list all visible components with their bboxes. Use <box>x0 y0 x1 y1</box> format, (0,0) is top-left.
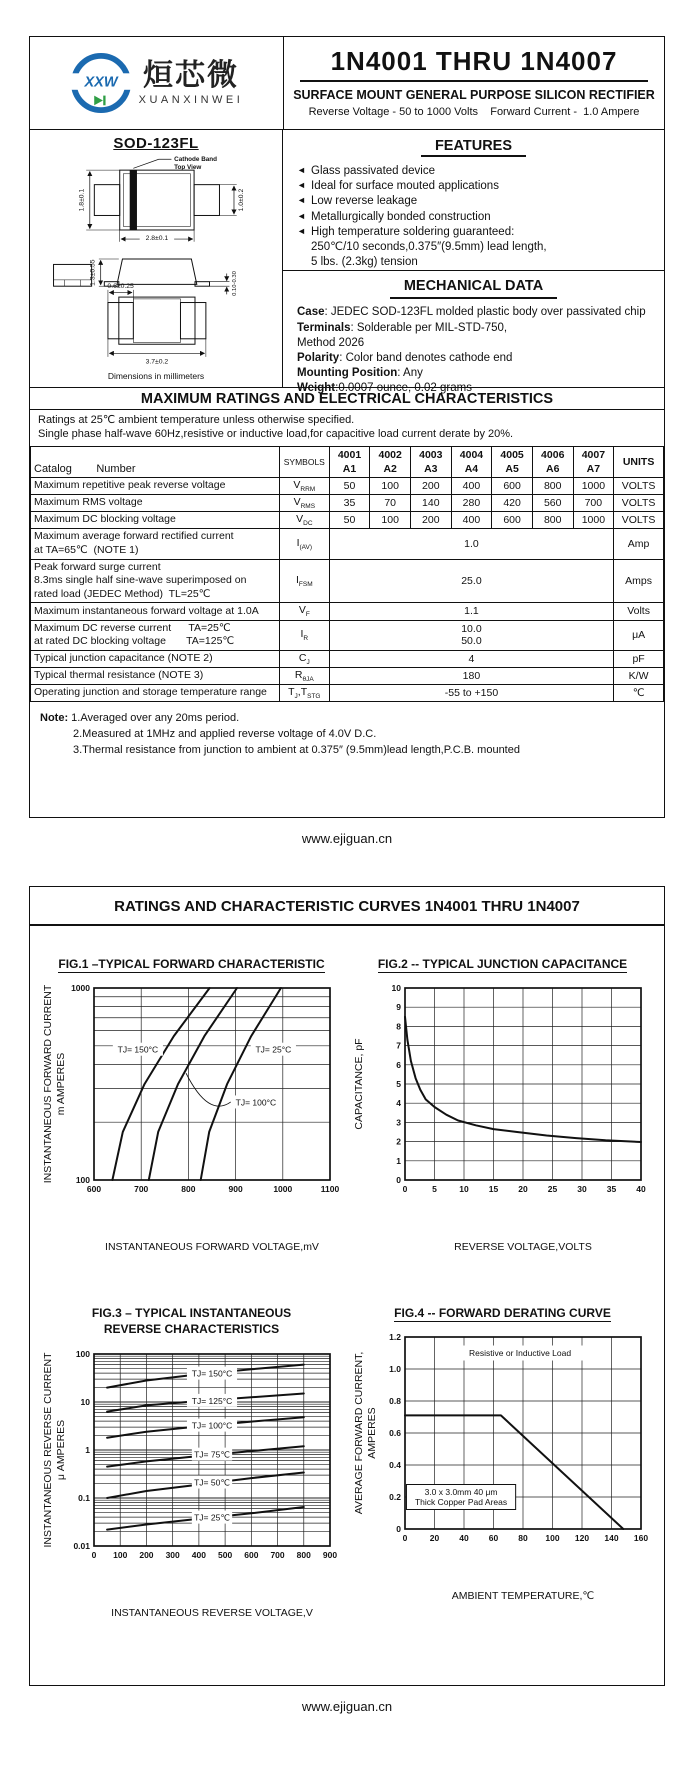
symbol-cell: $C_J$ <box>279 650 329 667</box>
value-cell: 280 <box>451 495 492 512</box>
svg-text:TJ= 150°C: TJ= 150°C <box>191 1368 232 1379</box>
chart-svg <box>349 1325 657 1605</box>
mechanical-data-panel <box>283 271 664 396</box>
svg-text:100: 100 <box>112 1549 127 1560</box>
unit-cell: Amp <box>614 529 664 559</box>
value-cell-span: 1.0 <box>329 529 613 559</box>
fig2-title: FIG.2 -- TYPICAL JUNCTION CAPACITANCE <box>377 957 628 971</box>
symbol-cell: $V_F$ <box>279 603 329 620</box>
unit-cell: VOLTS <box>614 512 664 529</box>
svg-text:1000: 1000 <box>70 983 90 994</box>
chart-svg <box>38 976 346 1256</box>
svg-text:80: 80 <box>517 1533 528 1544</box>
characteristic-curves-grid <box>30 926 664 1627</box>
feature-item-continuation: 5 lbs. (2.3kg) tension <box>311 256 418 269</box>
title-divider <box>300 80 648 82</box>
svg-text:4: 4 <box>395 1098 401 1109</box>
symbol-cell: $I_{(AV)}$ <box>279 529 329 559</box>
svg-text:140: 140 <box>603 1533 619 1544</box>
svg-text:60: 60 <box>488 1533 498 1544</box>
svg-text:CAPACITANCE, pF: CAPACITANCE, pF <box>352 1038 365 1130</box>
value-cell: 35 <box>329 495 370 512</box>
svg-text:AVERAGE FORWARD CURRENT,: AVERAGE FORWARD CURRENT, <box>352 1352 365 1515</box>
note-line: Note: 1.Averaged over any 20ms period. <box>40 712 240 725</box>
mechanical-data-title: MECHANICAL DATA <box>390 277 557 299</box>
value-cell: 140 <box>410 495 451 512</box>
svg-text:100: 100 <box>75 1348 90 1359</box>
svg-text:5: 5 <box>395 1079 401 1090</box>
svg-text:25: 25 <box>547 1184 557 1195</box>
table-row <box>31 512 664 529</box>
fig1-title: FIG.1 –TYPICAL FORWARD CHARACTERISTIC <box>58 957 325 971</box>
svg-text:35: 35 <box>606 1184 616 1195</box>
datasheet-page <box>0 36 694 1772</box>
dim-total-length: 3.7±0.2 <box>145 358 169 366</box>
feature-item-continuation: 250℃/10 seconds,0.375″(9.5mm) lead length, <box>311 240 547 253</box>
parameter-cell: Maximum DC reverse current TA=25℃ at rated DC blocking voltage TA=125℃ <box>31 620 280 650</box>
bullet-icon: ◄ <box>297 165 306 175</box>
value-cell: 400 <box>451 477 492 494</box>
value-cell: 700 <box>573 495 614 512</box>
svg-text:0: 0 <box>395 1175 401 1186</box>
svg-text:0.1: 0.1 <box>77 1492 90 1503</box>
ratings-conditions <box>30 410 664 446</box>
value-cell: 800 <box>532 477 573 494</box>
parameter-cell: Maximum RMS voltage <box>31 495 280 512</box>
parameter-cell: Maximum DC blocking voltage <box>31 512 280 529</box>
value-cell: 600 <box>492 512 533 529</box>
svg-text:TJ= 100°C: TJ= 100°C <box>235 1097 276 1108</box>
package-caption: Dimensions in millimeters <box>107 371 205 381</box>
features-list <box>297 164 650 270</box>
unit-cell: K/W <box>614 667 664 684</box>
unit-cell: pF <box>614 650 664 667</box>
svg-text:INSTANTANEOUS FORWARD CURRENT: INSTANTANEOUS FORWARD CURRENT <box>41 984 54 1184</box>
svg-text:0.01: 0.01 <box>72 1540 90 1551</box>
value-cell-span: 180 <box>329 667 613 684</box>
dim-body-height: 1.8±0.1 <box>78 188 86 212</box>
value-cell: 200 <box>410 477 451 494</box>
bullet-icon: ◄ <box>297 210 306 221</box>
fig3-title: FIG.3 – TYPICAL INSTANTANEOUS REVERSE CHARACTERISTICS <box>91 1306 292 1337</box>
unit-cell: Volts <box>614 603 664 620</box>
unit-cell: Amps <box>614 559 664 603</box>
svg-text:m AMPERES: m AMPERES <box>54 1052 67 1116</box>
part-number-header: 4006 A6 <box>532 446 573 477</box>
note-line: 2.Measured at 1MHz and applied reverse voltage of 4.0V D.C. <box>73 728 377 741</box>
svg-text:0.2: 0.2 <box>388 1492 401 1503</box>
features-panel <box>283 130 664 271</box>
catalog-number-header: Catalog Number <box>31 446 280 477</box>
parameter-cell: Maximum average forward rectified current at TA=65℃ (NOTE 1) <box>31 529 280 559</box>
svg-text:600: 600 <box>86 1184 101 1195</box>
svg-text:10: 10 <box>391 983 401 994</box>
svg-text:TJ= 150°C: TJ= 150°C <box>117 1044 158 1055</box>
unit-cell: μA <box>614 620 664 650</box>
table-row <box>31 477 664 494</box>
svg-text:200: 200 <box>138 1549 154 1560</box>
svg-text:40: 40 <box>635 1184 646 1195</box>
svg-text:800: 800 <box>180 1184 195 1195</box>
svg-text:0: 0 <box>402 1184 407 1195</box>
table-row <box>31 620 664 650</box>
parameter-cell: Typical junction capacitance (NOTE 2) <box>31 650 280 667</box>
svg-text:1.0: 1.0 <box>388 1364 401 1375</box>
svg-text:400: 400 <box>191 1549 206 1560</box>
feature-item: ◄ Metallurgically bonded construction <box>297 210 650 225</box>
fig4-title: FIG.4 -- FORWARD DERATING CURVE <box>394 1306 611 1321</box>
svg-text:1: 1 <box>395 1155 401 1166</box>
svg-text:TJ= 25°C: TJ= 25°C <box>254 1044 291 1055</box>
svg-text:Thick Copper Pad Areas: Thick Copper Pad Areas <box>414 1497 507 1508</box>
value-cell: 200 <box>410 512 451 529</box>
part-number-header: 4007 A7 <box>573 446 614 477</box>
svg-text:20: 20 <box>429 1533 439 1544</box>
note-line: 3.Thermal resistance from junction to ambient at 0.375″ (9.5mm)lead length,P.C.B. mounted <box>73 743 520 756</box>
part-number-header: 4003 A3 <box>410 446 451 477</box>
table-row <box>31 529 664 559</box>
part-number-header: 4004 A4 <box>451 446 492 477</box>
parameter-cell: Maximum repetitive peak reverse voltage <box>31 477 280 494</box>
svg-text:0.4: 0.4 <box>388 1460 401 1471</box>
svg-text:TJ= 50℃: TJ= 50℃ <box>193 1477 230 1488</box>
dim-lead-width: 1.0±0.2 <box>238 188 246 212</box>
footer-url-bottom: www.ejiguan.cn <box>301 1699 393 1714</box>
fig4-chart <box>347 1325 658 1610</box>
svg-text:700: 700 <box>269 1549 285 1560</box>
voltage-current-summary: Reverse Voltage - 50 to 1000 Volts Forward Current - 1.0 Ampere <box>308 106 640 118</box>
part-number-header: 4005 A5 <box>492 446 533 477</box>
table-row <box>31 684 664 701</box>
svg-text:1100: 1100 <box>320 1184 339 1195</box>
logo-chinese-name: 烜芯微 <box>143 58 239 92</box>
svg-text:7: 7 <box>395 1040 401 1051</box>
value-cell: 600 <box>492 477 533 494</box>
table-row <box>31 495 664 512</box>
part-number-title: 1N4001 THRU 1N4007 <box>330 46 618 76</box>
symbol-cell: $V_{DC}$ <box>279 512 329 529</box>
svg-text:0: 0 <box>395 1524 401 1535</box>
svg-text:160: 160 <box>633 1533 648 1544</box>
header <box>30 37 664 130</box>
value-cell: 800 <box>532 512 573 529</box>
table-row <box>31 603 664 620</box>
parameter-cell: Maximum instantaneous forward voltage at 1.0A <box>31 603 280 620</box>
svg-text:500: 500 <box>217 1549 232 1560</box>
svg-text:AMBIENT TEMPERATURE,℃: AMBIENT TEMPERATURE,℃ <box>451 1590 594 1603</box>
part-number-header: 4002 A2 <box>370 446 411 477</box>
svg-text:1.2: 1.2 <box>388 1332 401 1343</box>
svg-text:Resistive or Inductive Load: Resistive or Inductive Load <box>468 1348 571 1359</box>
svg-text:10: 10 <box>458 1184 469 1195</box>
dim-body-width: 2.8±0.1 <box>145 234 169 242</box>
value-cell: 50 <box>329 512 370 529</box>
svg-text:5: 5 <box>431 1184 437 1195</box>
symbol-cell: $R_{\theta JA}$ <box>279 667 329 684</box>
fig2-chart <box>347 976 658 1261</box>
svg-text:TJ= 75℃: TJ= 75℃ <box>193 1449 230 1460</box>
svg-text:0: 0 <box>91 1549 96 1560</box>
parameter-cell: Operating junction and storage temperature range <box>31 684 280 701</box>
svg-text:0.8: 0.8 <box>388 1396 401 1407</box>
svg-text:INSTANTANEOUS REVERSE CURRENT: INSTANTANEOUS REVERSE CURRENT <box>41 1352 54 1548</box>
mechanical-data-line: Polarity: Color band denotes cathode end <box>297 351 513 364</box>
top-view-callout: Top View <box>174 164 202 172</box>
xxw-logo-icon <box>70 52 132 114</box>
ratings-table <box>30 446 664 702</box>
mechanical-data-line: Case: JEDEC SOD-123FL molded plastic body over passivated chip <box>297 306 646 319</box>
symbol-cell: $T_J,T_{STG}$ <box>279 684 329 701</box>
svg-text:INSTANTANEOUS REVERSE VOLTAGE,: INSTANTANEOUS REVERSE VOLTAGE,V <box>110 1606 313 1619</box>
svg-text:40: 40 <box>458 1533 469 1544</box>
value-cell-span: 25.0 <box>329 559 613 603</box>
svg-text:900: 900 <box>228 1184 243 1195</box>
device-description: SURFACE MOUNT GENERAL PURPOSE SILICON RECTIFIER <box>293 88 655 102</box>
svg-text:800: 800 <box>296 1549 311 1560</box>
fig3-chart <box>36 1342 347 1627</box>
svg-text:9: 9 <box>395 1002 401 1013</box>
svg-text:0: 0 <box>402 1533 407 1544</box>
datasheet-page-2 <box>29 886 665 1686</box>
svg-text:100: 100 <box>75 1175 90 1186</box>
symbols-header: SYMBOLS <box>279 446 329 477</box>
parameter-cell: Typical thermal resistance (NOTE 3) <box>31 667 280 684</box>
bullet-icon: ◄ <box>297 180 306 191</box>
mechanical-data-lines <box>297 305 650 396</box>
ratings-table-body <box>31 446 664 701</box>
fig1-forward-characteristic <box>36 956 347 1261</box>
cathode-band-callout: Cathode Band <box>174 156 218 164</box>
svg-text:REVERSE VOLTAGE,VOLTS: REVERSE VOLTAGE,VOLTS <box>453 1241 592 1254</box>
table-row <box>31 559 664 603</box>
parameter-cell: Peak forward surge current 8.3ms single half sine-wave superimposed on rated load (JEDEC Method) TL=25℃ <box>31 559 280 603</box>
feature-item: ◄ Ideal for surface mouted applications <box>297 179 650 194</box>
value-cell: 420 <box>492 495 533 512</box>
dim-standoff: 0.10-0.30 <box>231 271 238 296</box>
fig1-chart <box>36 976 347 1261</box>
svg-text:1: 1 <box>84 1444 90 1455</box>
value-cell: 1000 <box>573 477 614 494</box>
ratings-section-title: MAXIMUM RATINGS AND ELECTRICAL CHARACTERISTICS <box>30 388 664 410</box>
svg-text:6: 6 <box>395 1059 401 1070</box>
table-header-row <box>31 446 664 477</box>
value-cell: 1000 <box>573 512 614 529</box>
svg-text:INSTANTANEOUS FORWARD VOLTAGE,: INSTANTANEOUS FORWARD VOLTAGE,mV <box>104 1241 319 1254</box>
package-outline-panel <box>30 130 283 387</box>
mechanical-data-line: Terminals: Solderable per MIL-STD-750, <box>297 321 508 334</box>
value-cell: 100 <box>370 512 411 529</box>
svg-text:30: 30 <box>576 1184 587 1195</box>
footer-url: www.ejiguan.cn <box>301 831 393 846</box>
symbol-cell: $V_{RMS}$ <box>279 495 329 512</box>
svg-text:2: 2 <box>395 1136 401 1147</box>
units-header: UNITS <box>614 446 664 477</box>
svg-text:μ AMPERES: μ AMPERES <box>54 1419 67 1480</box>
ratings-condition-1: Ratings at 25℃ ambient temperature unless otherwise specified. <box>38 414 355 426</box>
features-mechanical-column <box>283 130 664 395</box>
value-cell: 560 <box>532 495 573 512</box>
svg-text:1000: 1000 <box>272 1184 292 1195</box>
features-title: FEATURES <box>421 138 526 157</box>
chart-svg <box>38 1342 346 1622</box>
unit-cell: ℃ <box>614 684 664 701</box>
svg-text:120: 120 <box>574 1533 589 1544</box>
svg-text:10: 10 <box>80 1396 90 1407</box>
svg-text:TJ= 125°C: TJ= 125°C <box>191 1395 232 1406</box>
bullet-icon: ◄ <box>297 225 306 236</box>
bullet-icon: ◄ <box>297 195 306 206</box>
svg-text:100: 100 <box>544 1533 560 1544</box>
feature-item: ◄ High temperature soldering guaranteed: <box>297 225 650 240</box>
package-name: SOD-123FL <box>113 135 199 152</box>
logo-wordmark <box>138 58 244 106</box>
fig4-forward-derating <box>347 1305 658 1626</box>
svg-text:8: 8 <box>395 1021 401 1032</box>
mechanical-data-line: Mounting Position: Any <box>297 367 423 380</box>
svg-text:3: 3 <box>395 1117 401 1128</box>
notes-block <box>30 702 664 759</box>
datasheet-page-1 <box>29 36 665 818</box>
symbol-cell: $I_R$ <box>279 620 329 650</box>
unit-cell: VOLTS <box>614 477 664 494</box>
svg-text:900: 900 <box>322 1549 337 1560</box>
logo-latin-name: XUANXINWEI <box>138 93 244 106</box>
svg-text:TJ= 100°C: TJ= 100°C <box>191 1420 232 1431</box>
svg-text:300: 300 <box>165 1549 180 1560</box>
mechanical-data-line: Method 2026 <box>297 336 365 349</box>
package-and-features-section <box>30 130 664 395</box>
svg-text:600: 600 <box>243 1549 258 1560</box>
unit-cell: VOLTS <box>614 495 664 512</box>
part-number-header: 4001 A1 <box>329 446 370 477</box>
svg-text:3.0 x 3.0mm 40 μm: 3.0 x 3.0mm 40 μm <box>424 1487 498 1498</box>
table-row <box>31 650 664 667</box>
ratings-condition-2: Single phase half-wave 60Hz,resistive or inductive load,for capacitive load current derate by 20%. <box>38 428 514 441</box>
table-row <box>31 667 664 684</box>
value-cell: 70 <box>370 495 411 512</box>
feature-item: ◄ Glass passivated device <box>297 164 650 179</box>
symbol-cell: $I_{FSM}$ <box>279 559 329 603</box>
svg-text:15: 15 <box>488 1184 498 1195</box>
value-cell-span: 4 <box>329 650 613 667</box>
company-logo <box>30 37 284 129</box>
value-cell: 100 <box>370 477 411 494</box>
dim-side-height: 1.3±0.55 <box>89 259 97 286</box>
value-cell: 400 <box>451 512 492 529</box>
chart-svg <box>349 976 657 1256</box>
curves-page-title: RATINGS AND CHARACTERISTIC CURVES 1N4001 THRU 1N4007 <box>30 887 664 926</box>
value-cell: 50 <box>329 477 370 494</box>
value-cell-span: -55 to +150 <box>329 684 613 701</box>
value-cell-span: 1.1 <box>329 603 613 620</box>
svg-text:TJ= 25℃: TJ= 25℃ <box>193 1512 230 1523</box>
value-cell-span: 10.0 50.0 <box>329 620 613 650</box>
svg-text:AMPERES: AMPERES <box>365 1407 378 1460</box>
title-block <box>284 37 664 129</box>
mechanical-data-line: Weight:0.0007 ounce, 0.02 grams <box>297 382 472 395</box>
svg-text:0.6: 0.6 <box>388 1428 401 1439</box>
fig2-junction-capacitance <box>347 956 658 1261</box>
feature-item: ◄ Low reverse leakage <box>297 194 650 209</box>
fig3-reverse-characteristics <box>36 1305 347 1626</box>
logo-xxw-text: XXW <box>84 74 118 91</box>
symbol-cell: $V_{RRM}$ <box>279 477 329 494</box>
svg-text:700: 700 <box>133 1184 148 1195</box>
dim-pad-width: 0.6±0.25 <box>107 283 134 291</box>
package-drawing <box>34 152 278 366</box>
svg-text:20: 20 <box>517 1184 528 1195</box>
